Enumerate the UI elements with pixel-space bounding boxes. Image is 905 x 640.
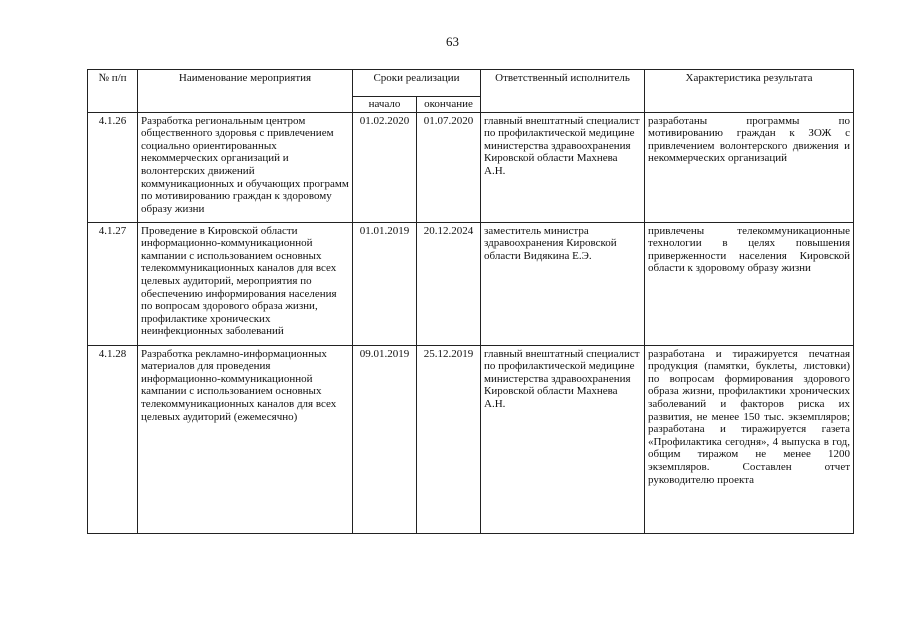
row-name: Разработка региональным центром общественного здоровья с привлечением социально ориентированных некоммерческих организаций и волонтерских движений коммуникационных и обучающих программ по мотивированию граждан к здоровому образу жизни (138, 112, 353, 222)
row-responsible: главный внештатный специалист по профилактической медицине министерства здравоохранения Кировской области Махнева А.Н. (481, 112, 645, 222)
row-num: 4.1.26 (88, 112, 138, 222)
row-end: 01.07.2020 (417, 112, 481, 222)
row-start: 01.01.2019 (353, 222, 417, 345)
row-name: Разработка рекламно-информационных материалов для проведения информационно-коммуникационной кампании с использованием основных телекоммуникационных каналов для всех целевых аудиторий (ежемесячно) (138, 345, 353, 533)
row-end: 25.12.2019 (417, 345, 481, 533)
table-row (88, 222, 854, 345)
row-responsible: заместитель министра здравоохранения Кировской области Видякина Е.Э. (481, 222, 645, 345)
row-name: Проведение в Кировской области информационно-коммуникационной кампании с использованием основных телекоммуникационных каналов для всех целевых аудиторий, мероприятия по обеспечению информирования населения по вопросам здорового образа жизни, профилактике хронических неинфекционных заболеваний (138, 222, 353, 345)
header-responsible: Ответственный исполнитель (481, 70, 645, 113)
row-num: 4.1.28 (88, 345, 138, 533)
table-row (88, 345, 854, 533)
header-terms: Сроки реализации (353, 70, 481, 97)
header-start: начало (353, 97, 417, 113)
row-start: 09.01.2019 (353, 345, 417, 533)
activities-table (87, 69, 854, 534)
header-name: Наименование мероприятия (138, 70, 353, 113)
header-row (88, 70, 854, 97)
header-num: № п/п (88, 70, 138, 113)
row-num: 4.1.27 (88, 222, 138, 345)
header-end: окончание (417, 97, 481, 113)
header-result: Характеристика результата (645, 70, 854, 113)
row-result: привлечены телекоммуникационные технологии в целях повышения приверженности населения Кировской области к здоровому образу жизни (645, 222, 854, 345)
page-number: 63 (446, 34, 459, 49)
row-start: 01.02.2020 (353, 112, 417, 222)
row-result: разработаны программы по мотивированию граждан к ЗОЖ с привлечением волонтерского движения и некоммерческих организаций (645, 112, 854, 222)
row-end: 20.12.2024 (417, 222, 481, 345)
row-result: разработана и тиражируется печатная продукция (памятки, буклеты, листовки) по вопросам формирования здорового образа жизни, профилактики хронических заболеваний и факторов риска их развития, не менее 150 тыс. экземпляров; разработана и тиражируется газета «Профилактика сегодня», 4 выпуска в год, общим тиражом не менее 1200 экземпляров. Составлен отчет руководителю проекта (645, 345, 854, 533)
row-responsible: главный внештатный специалист по профилактической медицине министерства здравоохранения Кировской области Махнева А.Н. (481, 345, 645, 533)
table-row (88, 112, 854, 222)
